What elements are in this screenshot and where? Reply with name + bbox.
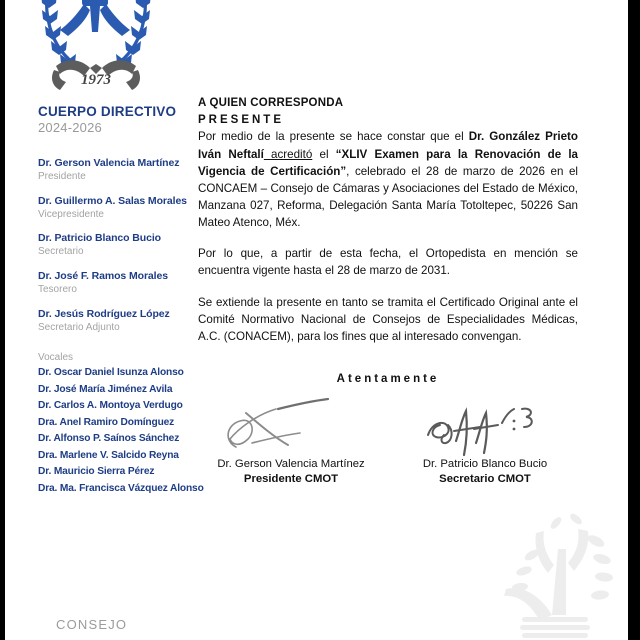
signature-name: Dr. Patricio Blanco Bucio [422,458,548,471]
handwritten-signature-icon [392,395,578,457]
cmot-emblem-logo [26,0,166,92]
sidebar-period: 2024-2026 [38,120,102,135]
sidebar [14,0,204,497]
vocal-name: Dr. Mauricio Sierra Pérez [38,466,155,478]
signature-block-secretary [392,395,578,486]
paragraph-2: Por lo que, a partir de esta fecha, el Ortopedista en mención se encuentra vigente hasta el 28 de marzo de 2031. [198,247,578,278]
handwritten-signature-icon [198,395,384,457]
svg-text:1973: 1973 [81,72,111,88]
addressee-line-1: A QUIEN CORRESPONDA [198,97,344,109]
officer-name: Dr. Gerson Valencia Martínez [38,157,180,169]
officer-item [38,270,200,297]
vocales-list [38,365,204,497]
closing-atentamente: Atentamente [336,373,440,386]
paragraph-1 [198,128,578,231]
p1-bold-exam-title: “XLIV Examen para la Renovación de la Vigencia de Certificación” [198,147,579,178]
p1-part2: el [312,147,336,161]
officer-name: Dr. Jesús Rodríguez López [38,307,170,320]
paragraph-3: Se extiende la presente en tanto se tramita el Certificado Original ante el Comité Normativo Nacional de Consejos de Especialidades Médicas, A.C. (CONACEM), para los fines que al interesado convengan. [198,295,578,343]
officer-name: Dr. José F. Ramos Morales [38,269,168,282]
vocal-name: Dra. Anel Ramiro Domínguez [38,416,175,428]
vocal-name: Dr. Oscar Daniel Isunza Alonso [38,367,184,379]
vocal-name: Dr. José María Jiménez Avila [38,383,173,395]
vocal-name: Dra. Marlene V. Salcido Reyna [38,449,179,461]
p1-part1: Por medio de la presente se hace constar que el [198,130,469,144]
vocal-name: Dr. Alfonso P. Saínos Sánchez [38,433,180,445]
signature-title: Secretario CMOT [439,472,531,485]
sidebar-heading: CUERPO DIRECTIVO [38,104,177,119]
officer-item [38,157,200,184]
officer-item [38,232,200,259]
bone-emblem-icon [60,0,130,36]
officer-name: Dr. Guillermo A. Salas Morales [38,194,187,207]
signature-block-president [198,395,384,486]
scan-edge-left [0,0,5,640]
signature-row [198,395,578,486]
tree-watermark [496,511,626,640]
addressee-line-2: PRESENTE [198,113,284,126]
officer-role: Secretario Adjunto [38,321,120,333]
officer-item [38,308,200,335]
officers-list [38,157,200,334]
vocal-name: Dra. Ma. Francisca Vázquez Alonso [38,482,204,494]
officer-role: Presidente [38,171,86,183]
p1-part3: , celebrado el 28 de marzo de 2026 en el CONCAEM – Consejo de Cámaras y Asociaciones del Estado de México, Manzana 027, Reforma, Delegación Santa María Totoltepec, 50226 San Mateo Atenco, Méx. [198,164,579,230]
officer-role: Vicepresidente [38,208,104,220]
officer-role: Tesorero [38,284,77,295]
p1-underlined-acredito: acreditó [263,147,313,161]
officer-name: Dr. Patricio Blanco Bucio [38,232,161,245]
scan-edge-right [628,0,640,640]
addressee-block [198,95,578,128]
vocal-name: Dr. Carlos A. Montoya Verdugo [38,400,183,412]
officer-role: Secretario [38,246,84,258]
officer-item [38,195,200,222]
p1-bold-name: Dr. González Prieto Iván Neftalí [198,130,578,161]
signature-name: Dr. Gerson Valencia Martínez [217,458,365,471]
sidebar-footer-word: CONSEJO [56,617,128,632]
signature-title: Presidente CMOT [243,472,339,485]
letter-body [198,95,578,486]
vocales-label: Vocales [38,352,74,364]
